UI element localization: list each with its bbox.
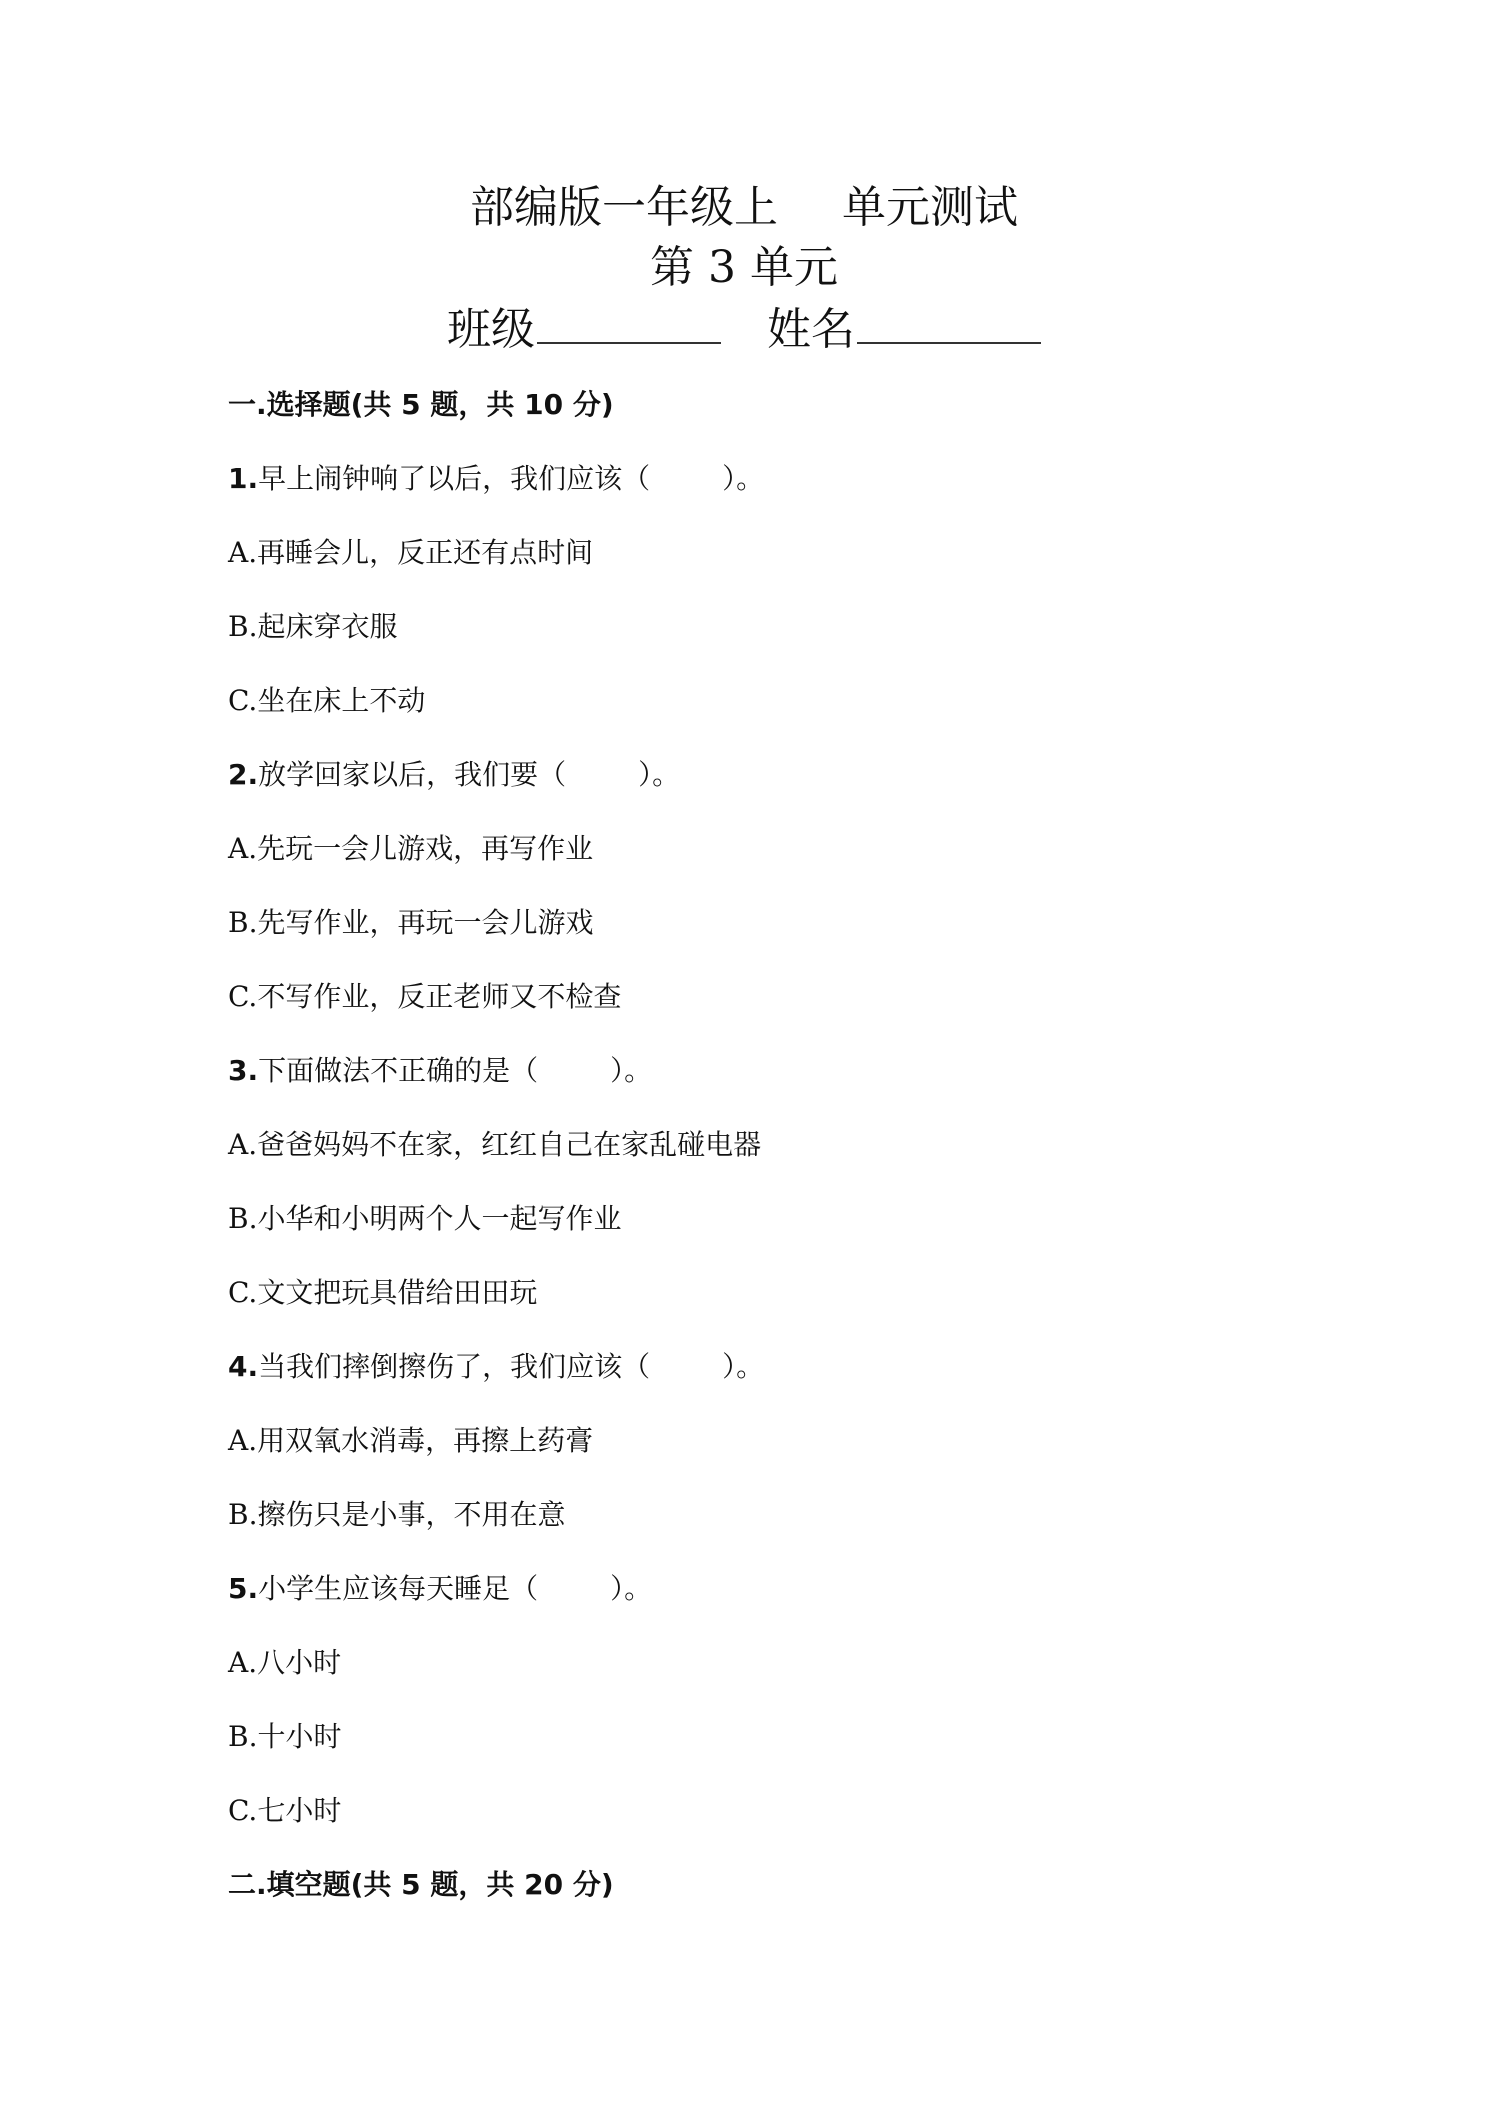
question-text: 小学生应该每天睡足（	[258, 1572, 539, 1605]
question-stem	[228, 459, 1328, 533]
option-item[interactable]: B.起床穿衣服	[228, 610, 398, 643]
title-unit-test: 单元测试	[842, 182, 1018, 233]
question-text-end: ）。	[722, 1350, 765, 1383]
option-item[interactable]: A.八小时	[228, 1646, 342, 1679]
option-item[interactable]: A.用双氧水消毒，再擦上药膏	[228, 1424, 594, 1457]
option-item[interactable]: A.爸爸妈妈不在家，红红自己在家乱碰电器	[228, 1128, 762, 1161]
option-item[interactable]: B.先写作业，再玩一会儿游戏	[228, 906, 594, 939]
question-number: 3.	[228, 1054, 259, 1087]
option-item[interactable]: B.十小时	[228, 1720, 342, 1753]
question-text: 放学回家以后，我们要（	[258, 758, 567, 791]
option-item[interactable]: A.再睡会儿，反正还有点时间	[228, 536, 594, 569]
section-heading-fill-blank: 二.填空题(共 5 题，共 20 分)	[228, 1868, 614, 1901]
question-stem	[228, 1051, 1328, 1125]
option-item[interactable]: C.不写作业，反正老师又不检查	[228, 980, 622, 1013]
class-blank[interactable]	[537, 298, 721, 344]
question-text-end: ）。	[610, 1572, 653, 1605]
option-item[interactable]: A.先玩一会儿游戏，再写作业	[228, 832, 594, 865]
class-label: 班级	[447, 304, 535, 355]
option-item[interactable]: C.坐在床上不动	[228, 684, 426, 717]
exam-header	[0, 178, 1488, 358]
question-text-end: ）。	[610, 1054, 653, 1087]
name-field	[767, 298, 1041, 360]
option-item[interactable]: B.小华和小明两个人一起写作业	[228, 1202, 622, 1235]
question-text: 当我们摔倒擦伤了，我们应该（	[258, 1350, 651, 1383]
section-choice	[228, 385, 1328, 1939]
question-text: 早上闹钟响了以后，我们应该（	[258, 462, 651, 495]
student-info	[0, 298, 1488, 358]
question-text: 下面做法不正确的是（	[258, 1054, 539, 1087]
title-grade: 部编版一年级上	[470, 182, 778, 233]
question-number: 4.	[228, 1350, 259, 1383]
option-item[interactable]: C.七小时	[228, 1794, 342, 1827]
option-item[interactable]: B.擦伤只是小事，不用在意	[228, 1498, 566, 1531]
option-item[interactable]: C.文文把玩具借给田田玩	[228, 1276, 538, 1309]
question-stem	[228, 1569, 1328, 1643]
class-field	[447, 298, 721, 360]
name-blank[interactable]	[857, 298, 1041, 344]
question-text-end: ）。	[722, 462, 765, 495]
question-stem	[228, 755, 1328, 829]
question-number: 2.	[228, 758, 259, 791]
name-label: 姓名	[767, 304, 855, 355]
question-text-end: ）。	[638, 758, 681, 791]
exam-subtitle: 第 3 单元	[650, 242, 838, 293]
section-heading-choice: 一.选择题(共 5 题，共 10 分)	[228, 388, 614, 421]
question-number: 5.	[228, 1572, 259, 1605]
exam-title	[0, 178, 1488, 238]
question-stem	[228, 1347, 1328, 1421]
question-number: 1.	[228, 462, 259, 495]
